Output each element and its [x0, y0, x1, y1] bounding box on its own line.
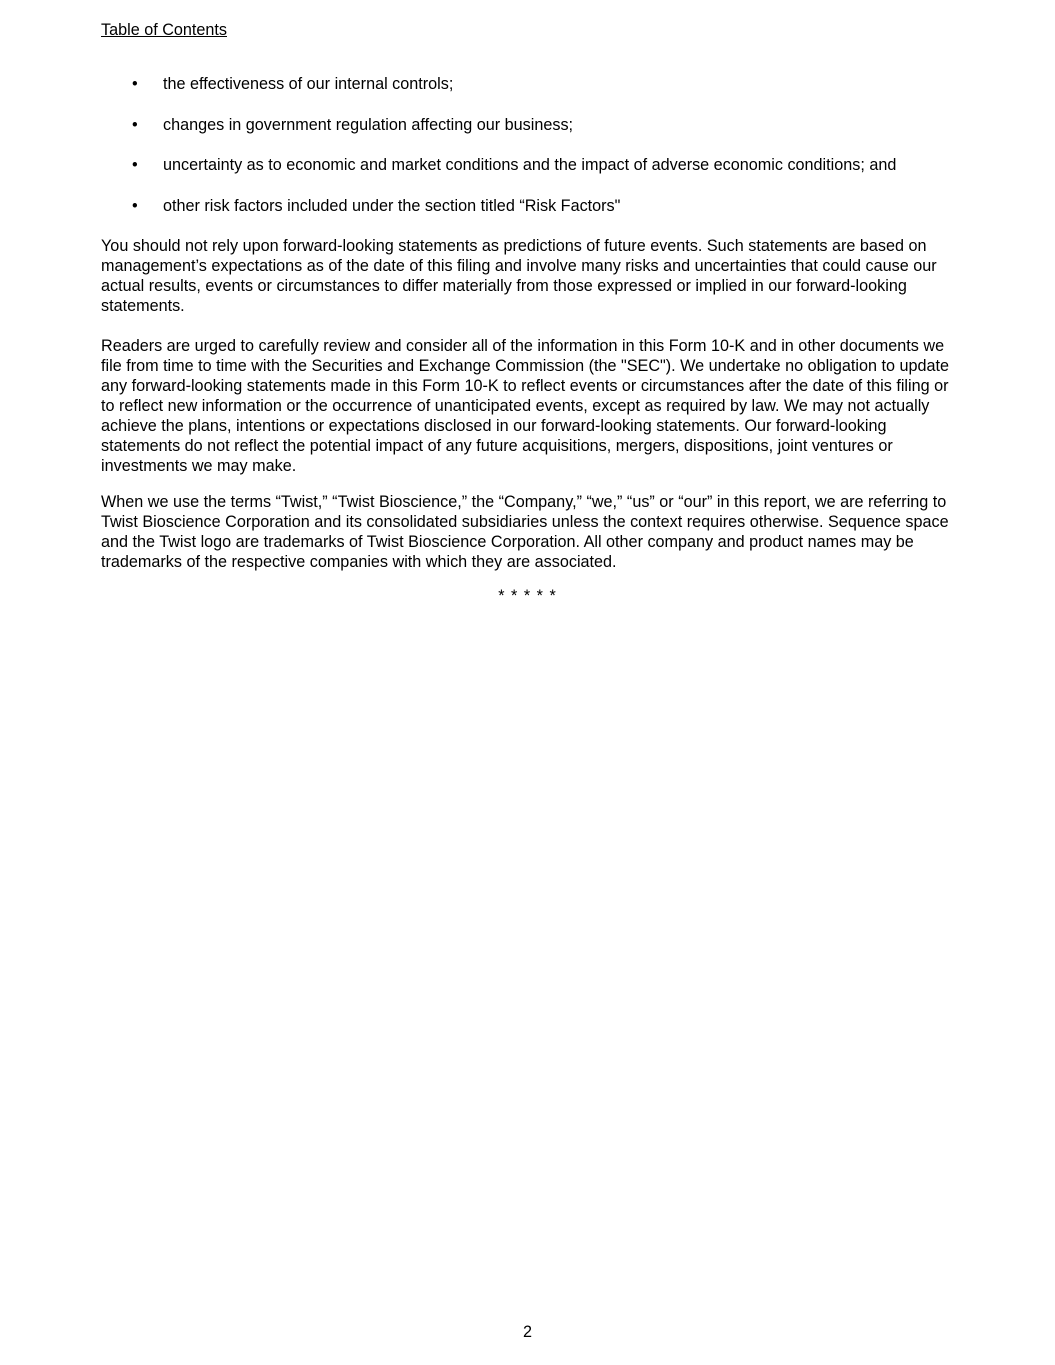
list-item-text: other risk factors included under the section titled “Risk Factors"	[163, 196, 621, 215]
review-information-paragraph: Readers are urged to carefully review and consider all of the information in this Form 10-K and in other documents we file from time to time with the Securities and Exchange Commission (the "SEC"). We undertake no obligation to update any forward-looking statements made in this Form 10-K to reflect events or circumstances after the date of this filing or to reflect new information or the occurrence of unanticipated events, except as required by law. We may not actually achieve the plans, intentions or expectations disclosed in our forward-looking statements. Our forward-looking statements do not reflect the potential impact of any future acquisitions, mergers, dispositions, joint ventures or investments we may make.	[101, 337, 949, 475]
list-item-text: changes in government regulation affecting our business;	[163, 115, 574, 134]
bullet-icon: •	[132, 156, 138, 174]
list-item-text: uncertainty as to economic and market conditions and the impact of adverse economic conditions; and	[163, 156, 897, 174]
page-number: 2	[522, 1323, 532, 1341]
bullet-icon: •	[132, 196, 138, 215]
forward-looking-reliance-paragraph: You should not rely upon forward-looking statements as predictions of future events. Such statements are based on management’s expectations as of the date of this filing and involve many risks and uncertainties that could cause our actual results, events or circumstances to differ materially from those expressed or implied in our forward-looking statements.	[101, 237, 937, 315]
bullet-icon: •	[132, 115, 138, 134]
list-item	[101, 155, 981, 175]
bullet-icon: •	[132, 75, 138, 93]
list-item	[101, 196, 981, 216]
list-item-text: the effectiveness of our internal controls;	[163, 75, 454, 93]
list-item	[101, 74, 981, 94]
table-of-contents-link[interactable]: Table of Contents	[101, 21, 227, 39]
terms-definition-paragraph: When we use the terms “Twist,” “Twist Bioscience,” the “Company,” “we,” “us” or “our” in this report, we are referring to Twist Bioscience Corporation and its consolidated subsidiaries unless the context requires otherwise. Sequence space and the Twist logo are trademarks of Twist Bioscience Corporation. All other company and product names may be trademarks of the respective companies with which they are associated.	[101, 493, 949, 571]
section-separator: * * * * *	[498, 587, 557, 605]
list-item	[101, 115, 981, 135]
risk-bullet-list	[101, 74, 981, 236]
